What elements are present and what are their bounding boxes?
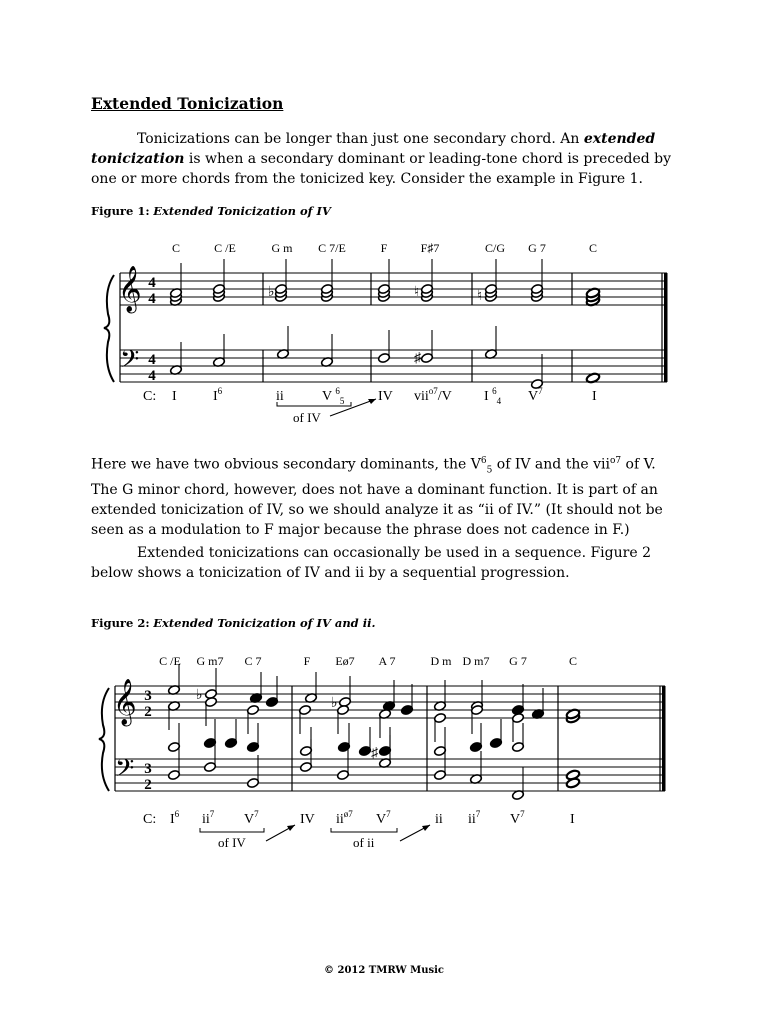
fig2-caption-label: Figure 2: [91,616,150,630]
chord-symbol: A 7 [378,654,396,668]
roman-numeral: IV [300,812,315,827]
fig1-final-barline [664,273,668,382]
fig1-time-signature [148,275,156,384]
fig2-arrow-head-1 [287,825,295,831]
figure-2-caption [91,616,375,630]
chord-symbol: D m [430,654,452,668]
roman-numeral: $V^7$ [510,809,525,827]
fig1-caption-label: Figure 1: [91,204,150,218]
section-heading: Extended Tonicization [91,94,284,113]
chord-symbol: C /E [159,654,181,668]
roman-numeral: $V^7$ [244,809,259,827]
chord-symbol: F [380,241,388,255]
roman-numeral: I [592,389,597,404]
chord-symbol: C 7 [244,654,262,668]
fig1-chord-symbols [172,241,597,255]
roman-numeral: vii$^{o7}$/V [414,386,452,404]
chord-symbol: G m7 [196,654,224,668]
paragraph-2 [91,451,681,540]
para2-text-1: Here we have two obvious secondary dominants, the V [91,456,481,473]
fig2-roman-numerals [143,809,575,827]
roman-numeral: $V^7$ [528,386,543,404]
fig2-brace [99,688,109,791]
fig2-final-barline [662,686,666,791]
chord-symbol: C 7/E [318,241,346,255]
svg-text:4: 4 [148,368,156,384]
chord-symbol: C [171,241,181,255]
accidental: ♭ [268,285,275,300]
fig2-bracket-label-2: of ii [353,835,375,850]
roman-numeral: ii [276,389,284,404]
chord-symbol: G 7 [509,654,527,668]
key-label: C: [143,389,157,404]
fig2-bracket-label-1: of IV [218,835,246,850]
figure-2-score [0,645,768,855]
fig1-bass-clef: 𝄢 [120,346,140,379]
fig2-caption-title: Extended Tonicization of IV and ii. [153,616,376,630]
accidental: ♯ [371,746,378,761]
roman-numeral: $ii^{ø7}$ [336,809,353,827]
fig2-arrow-head-2 [422,825,430,831]
fig2-time-signature [144,688,152,793]
fig1-arrow [330,399,376,416]
roman-numeral: ii [435,812,443,827]
roman-numeral: $ii^7$ [468,809,481,827]
paragraph-3: Extended tonicizations can occasionally be used in a sequence. Figure 2 below shows a tonicization of IV and ii by a sequential progression. [91,545,651,581]
roman-numeral: V $^6_5$ [322,386,345,406]
roman-numeral: $I^6$ [213,386,223,404]
fig1-roman-numerals [143,386,597,406]
para1-text-a: Tonicizations can be longer than just one secondary chord. An [137,131,584,147]
fig1-caption-title: Extended Tonicization of IV [153,204,331,218]
chord-symbol: G m [271,241,293,255]
roman-numeral: I [570,812,575,827]
chord-symbol: G 7 [528,241,546,255]
svg-text:3: 3 [144,761,152,777]
fig1-brace [104,275,114,382]
accidental: ♮ [477,289,483,304]
chord-symbol: F♯7 [420,241,440,255]
chord-symbol: C [568,654,578,668]
para1-text-b: is when a secondary dominant or leading-tone chord is preceded by one or more chords from the tonicized key. Consider the example in Figure 1. [91,151,672,187]
roman-numeral: I [172,389,177,404]
roman-numeral: $ii^7$ [202,809,215,827]
chord-symbol: C [588,241,598,255]
fig2-bracket-2 [331,828,397,832]
fig1-treble-clef: 𝄞 [118,266,142,311]
accidental: ♯ [414,351,421,366]
para2-sub-1: 5 [486,465,493,476]
accidental: ♭ [331,696,338,711]
fig2-bass-clef: 𝄢 [115,755,135,788]
svg-text:3: 3 [144,688,152,704]
para2-text-3: of V. The G minor chord, however, does not have a dominant function. It is part of an extended tonicization of IV, so we should analyze it as “ii of IV.” (It should not be seen as a modulation to F major because the phrase does not cadence in F.) [91,456,663,539]
roman-numeral: IV [378,389,393,404]
fig1-notes [170,259,601,389]
fig2-bracket-1 [200,828,264,832]
chord-symbol: F [303,654,311,668]
figure-1-score [0,230,768,430]
para1-emphasis: extended tonicization [91,131,656,167]
svg-text:4: 4 [148,352,156,368]
para2-sup-2: o7 [609,456,622,466]
paragraph-1 [91,129,681,189]
key-label: C: [143,812,157,827]
figure-1-caption [91,204,331,218]
accidental: ♮ [414,285,420,300]
fig1-bracket-label: of IV [293,410,321,425]
fig1-staff-lines [120,273,667,382]
roman-numeral: $V^7$ [376,809,391,827]
chord-symbol: C /E [214,241,236,255]
svg-text:2: 2 [144,704,152,720]
copyright-footer: © 2012 TMRW Music [324,965,444,976]
chord-symbol: C/G [484,241,506,255]
svg-text:4: 4 [148,291,156,307]
svg-text:2: 2 [144,777,152,793]
fig2-notes [168,664,581,800]
svg-text:4: 4 [148,275,156,291]
roman-numeral: $I^6$ [170,809,180,827]
fig2-treble-clef: 𝄞 [113,679,137,724]
chord-symbol: Eø7 [335,654,355,668]
para2-text-2: of IV and the vii [492,456,610,473]
chord-symbol: D m7 [462,654,490,668]
accidental: ♭ [196,688,203,703]
fig2-chord-symbols [159,654,577,668]
para2-sup-1: 6 [480,456,487,466]
roman-numeral: I $^6_4$ [484,386,502,406]
